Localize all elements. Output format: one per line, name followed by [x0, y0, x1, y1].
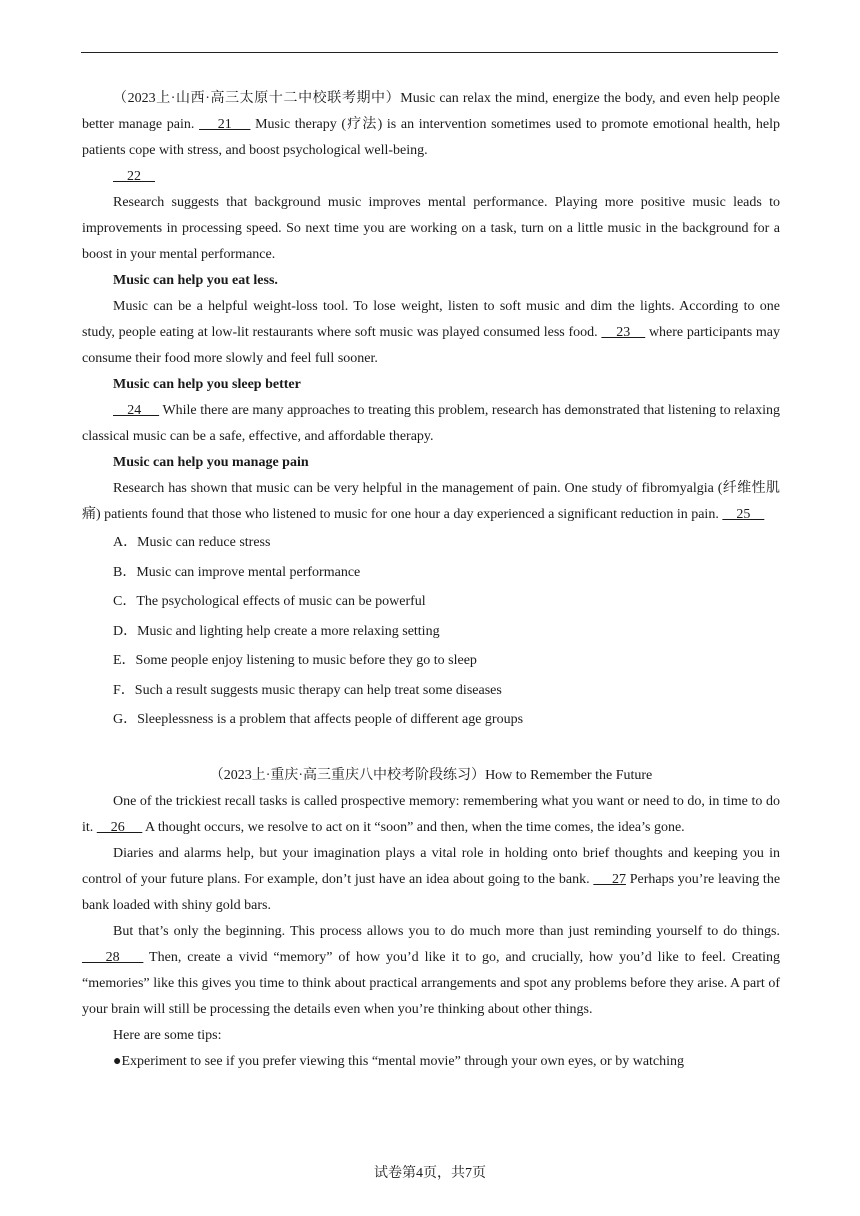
option-a: A．Music can reduce stress	[113, 535, 271, 550]
header-rule	[81, 52, 778, 53]
blank-24: 24	[113, 403, 160, 418]
blank-21: 21	[199, 117, 251, 132]
s1-paragraph-3	[82, 294, 780, 372]
s2-paragraph-3	[82, 919, 780, 1023]
s2-title	[82, 763, 780, 789]
page-footer: 试卷第4页，共7页	[374, 1166, 486, 1181]
blank-23: 23	[601, 325, 646, 340]
s2-paragraph-1	[82, 789, 780, 841]
option-c: C．The psychological effects of music can be powerful	[113, 594, 426, 609]
blank-22-line	[82, 164, 780, 190]
s1-intro-text: Music can relax the mind, energize the body, and even help people better manage pain.	[82, 91, 781, 132]
option-g: G．Sleeplessness is a problem that affects people of different age groups	[113, 712, 524, 727]
s2-p3-text-a: But that’s only the beginning. This process allows you to do much more than just reminding yourself to do things.	[113, 923, 780, 939]
s1-paragraph-4	[82, 398, 780, 450]
s2-p2-text-a: Diaries and alarms help, but your imagination plays a vital role in holding onto brief thoughts and keeping you in control of your future plans. For example, don’t just have an idea about going to the bank.	[82, 845, 780, 887]
blank-26: 26	[96, 819, 143, 835]
s2-p1-text-a: One of the trickiest recall tasks is called prospective memory: remembering what you want or need to do, in time to do it.	[82, 793, 780, 835]
s2-source: （2023上·重庆·高三重庆八中校考阶段练习）	[209, 767, 486, 783]
s1-intro-paragraph	[82, 86, 780, 164]
answer-options	[82, 528, 780, 735]
option-f: F．Such a result suggests music therapy can help treat some diseases	[113, 682, 502, 698]
s1-p3-text-b: where participants may consume their food more slowly and feel full sooner.	[82, 325, 781, 366]
s1-p4-text: While there are many approaches to treating this problem, research has demonstrated that listening to relaxing classical music can be a safe, effective, and affordable therapy.	[82, 403, 781, 444]
s2-p1-text-b: A thought occurs, we resolve to act on it “soon” and then, when the time comes, the idea’s gone.	[145, 819, 685, 835]
s1-heading-pain: Music can help you manage pain	[113, 455, 309, 470]
s2-p2-text-b: Perhaps you’re leaving the bank loaded with shiny gold bars.	[82, 871, 781, 913]
s1-p3-text-a: Music can be a helpful weight-loss tool. To lose weight, listen to soft music and dim the lights. According to one study, people eating at low-lit restaurants where soft music was played consumed less food.	[82, 299, 780, 340]
s1-paragraph-2: Research suggests that background music improves mental performance. Playing more positive music leads to improvements in processing speed. So next time you are working on a task, turn on a little music in the background for a boost in your mental performance.	[82, 195, 780, 262]
option-e: E．Some people enjoy listening to music before they go to sleep	[113, 653, 477, 668]
s1-heading-sleep: Music can help you sleep better	[113, 377, 301, 392]
page-content	[82, 86, 780, 1075]
s2-paragraph-4: Here are some tips:	[113, 1027, 222, 1043]
s1-intro-text2: Music therapy (疗法) is an intervention sometimes used to promote emotional health, help patients cope with stress, and boost psychological well-being.	[82, 117, 781, 158]
blank-28: 28	[82, 949, 144, 965]
option-d: D．Music and lighting help create a more relaxing setting	[113, 623, 440, 639]
s1-p5-text: Research has shown that music can be very helpful in the management of pain. One study of fibromyalgia (纤维性肌痛) patients found that those who listened to music for one hour a day experienced a significant reduction in pain.	[82, 481, 780, 522]
s1-paragraph-5	[82, 476, 780, 528]
s2-paragraph-2	[82, 841, 780, 919]
s2-paragraph-5: ●Experiment to see if you prefer viewing this “mental movie” through your own eyes, or by watching	[113, 1053, 685, 1069]
blank-25: 25	[722, 507, 765, 522]
blank-27: 27	[593, 871, 626, 887]
s2-title-text: How to Remember the Future	[485, 767, 653, 783]
blank-22: 22	[113, 169, 155, 184]
s1-source: （2023上·山西·高三太原十二中校联考期中）	[113, 91, 401, 106]
s2-p3-text-b: Then, create a vivid “memory” of how you’d like it to go, and crucially, how you’d like to feel. Creating “memories” like this gives you time to think about practical arrangements and spot any problems before they arise. A part of your brain will still be processing the details even when you’re thinking about other things.	[82, 949, 781, 1017]
option-b: B．Music can improve mental performance	[113, 564, 361, 580]
s1-heading-eat-less: Music can help you eat less.	[113, 273, 278, 288]
